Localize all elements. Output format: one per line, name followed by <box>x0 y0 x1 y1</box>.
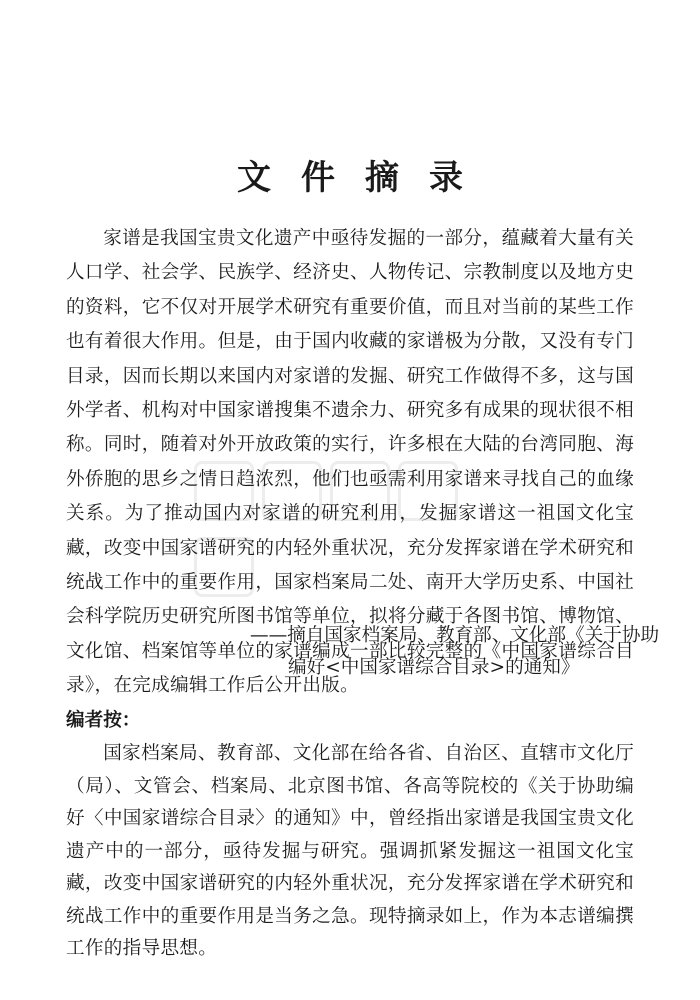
source-attribution <box>250 620 660 684</box>
editor-note-label: 编者按： <box>66 710 141 731</box>
page-title: 文件摘录 <box>237 158 493 198</box>
source-line-1: ——摘自国家档案局、教育部、文化部《关于协助 <box>250 625 660 646</box>
excerpt-paragraph: 家谱是我国宝贵文化遗产中亟待发掘的一部分，蕴藏着大量有关人口学、社会学、民族学、经济史、人物传记、宗教制度以及地方史的资料，它不仅对开展学术研究有重要价值，而且对当前的某些工作也有着很大作用。但是，由于国内收藏的家谱极为分散，又没有专门目录，因而长期以来国内对家谱的发掘、研究工作做得不多，这与国外学者、机构对中国家谱搜集不遗余力、研究多有成果的现状很不相称。同时，随着对外开放政策的实行，许多根在大陆的台湾同胞、海外侨胞的思乡之情日趋浓烈，他们也亟需利用家谱来寻找自己的血缘关系。为了推动国内对家谱的研究利用，发掘家谱这一祖国文化宝藏，改变中国家谱研究的内轻外重状况，充分发挥家谱在学术研究和统战工作中的重要作用，国家档案局二处、南开大学历史系、中国社会科学院历史研究所图书馆等单位，拟将分藏于各图书馆、博物馆、文化馆、档案馆等单位的家谱编成一部比较完整的《中国家谱综合目录》，在完成编辑工作后公开出版。 <box>66 228 634 697</box>
source-line-2: 编好<中国家谱综合目录>的通知》 <box>288 657 580 678</box>
editor-note-body: 国家档案局、教育部、文化部在给各省、自治区、直辖市文化厅（局）、文管会、档案局、北京图书馆、各高等院校的《关于协助编好〈中国家谱综合目录〉的通知》中，曾经指出家谱是我国宝贵文化遗产中的一部分，亟待发掘与研究。强调抓紧发掘这一祖国文化宝藏，改变中国家谱研究的内轻外重状况，充分发挥家谱在学术研究和统战工作中的重要作用是当务之急。现特摘录如上，作为本志谱编撰工作的指导思想。 <box>66 743 634 959</box>
